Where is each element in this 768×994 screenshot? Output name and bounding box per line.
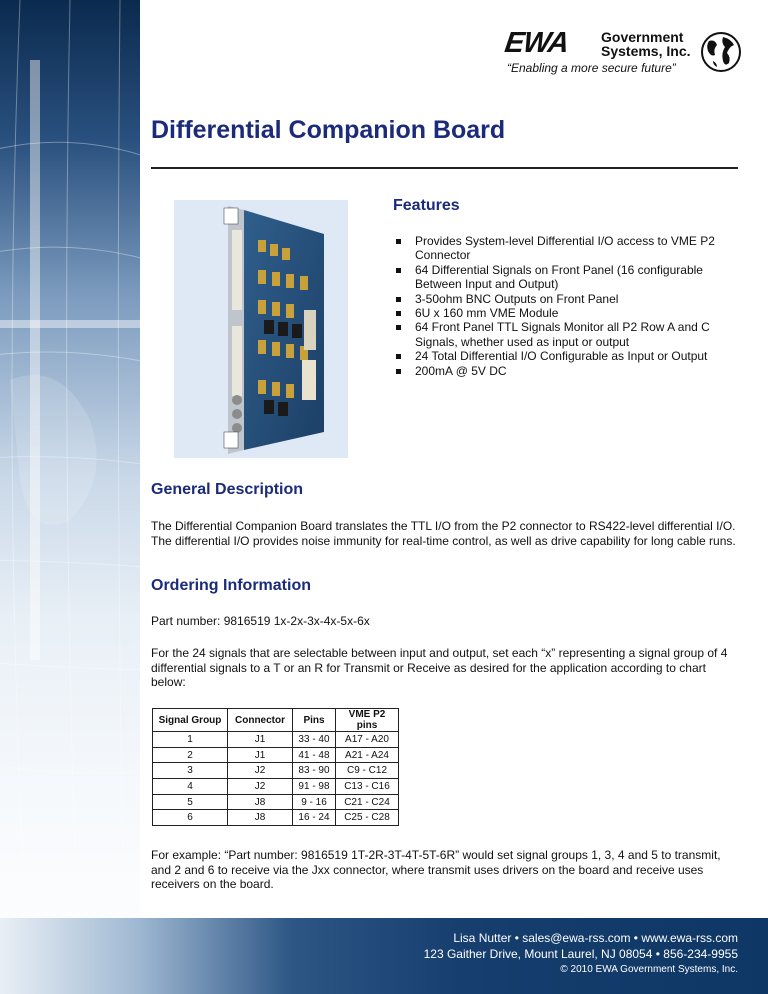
logo-line-systems: Systems, Inc. — [601, 43, 691, 59]
table-cell: 16 - 24 — [293, 810, 336, 826]
table-cell: C25 - C28 — [336, 810, 399, 826]
globe-icon — [701, 31, 741, 73]
table-row — [153, 763, 399, 779]
board-photo — [174, 200, 348, 458]
logo-line-government: Government — [601, 29, 684, 45]
table-cell: 6 — [153, 810, 228, 826]
table-header-row — [153, 709, 399, 732]
logo-brand: EWA — [502, 27, 571, 59]
features-heading: Features — [393, 197, 460, 214]
table-header-pins: Pins — [293, 709, 336, 732]
globe-background — [0, 0, 140, 994]
table-cell: J1 — [228, 747, 293, 763]
signal-group-table — [152, 708, 399, 826]
table-cell: A21 - A24 — [336, 747, 399, 763]
logo-tagline: “Enabling a more secure future” — [507, 61, 676, 75]
feature-item: 64 Differential Signals on Front Panel (16 configurable Between Input and Output) — [396, 263, 741, 292]
globe-grid-graphic — [0, 0, 140, 994]
general-description-heading: General Description — [151, 481, 304, 498]
table-cell: 3 — [153, 763, 228, 779]
ordering-example-text: For example: “Part number: 9816519 1T-2R-3T-4T-5T-6R” would set signal groups 1, 3, 4 and 5 to transmit, and 2 and 6 to receive via the Jxx connector, where transmit uses drivers on the board and receive uses receivers on the board. — [151, 848, 721, 892]
table-cell: 5 — [153, 794, 228, 810]
table-cell: A17 - A20 — [336, 732, 399, 748]
table-cell: C21 - C24 — [336, 794, 399, 810]
feature-item: 24 Total Differential I/O Configurable as Input or Output — [396, 349, 741, 363]
table-cell: J8 — [228, 794, 293, 810]
vme-board-illustration — [174, 200, 348, 458]
feature-item: Provides System-level Differential I/O access to VME P2 Connector — [396, 234, 741, 263]
feature-item: 3-50ohm BNC Outputs on Front Panel — [396, 292, 741, 306]
table-cell: 33 - 40 — [293, 732, 336, 748]
table-cell: 41 - 48 — [293, 747, 336, 763]
table-row — [153, 747, 399, 763]
table-cell: C9 - C12 — [336, 763, 399, 779]
table-header-vme-p2-pins: VME P2 pins — [336, 709, 399, 732]
part-number-text: Part number: 9816519 1x-2x-3x-4x-5x-6x — [151, 614, 370, 628]
table-header-signal-group: Signal Group — [153, 709, 228, 732]
feature-item: 64 Front Panel TTL Signals Monitor all P2 Row A and C Signals, whether used as input or output — [396, 320, 741, 349]
features-list — [396, 234, 741, 378]
page-title: Differential Companion Board — [151, 116, 506, 144]
table-cell: J2 — [228, 779, 293, 795]
table-cell: 2 — [153, 747, 228, 763]
table-row — [153, 810, 399, 826]
table-cell: J8 — [228, 810, 293, 826]
table-cell: J2 — [228, 763, 293, 779]
table-cell: J1 — [228, 732, 293, 748]
footer-contact: Lisa Nutter • sales@ewa-rss.com • www.ewa-rss.com — [453, 931, 738, 945]
ordering-instructions-text: For the 24 signals that are selectable between input and output, set each “x” representing a signal group of 4 differential signals to a T or an R for Transmit or Receive as desired for the application according to chart below: — [151, 646, 728, 690]
title-divider — [151, 167, 738, 169]
footer-address: 123 Gaither Drive, Mount Laurel, NJ 08054 • 856-234-9955 — [423, 947, 738, 961]
table-cell: 1 — [153, 732, 228, 748]
table-row — [153, 779, 399, 795]
general-description-text: The Differential Companion Board translates the TTL I/O from the P2 connector to RS422-level differential I/O. The differential I/O provides noise immunity for real-time control, as well as drive capability for long cable runs. — [151, 519, 736, 548]
ordering-information-heading: Ordering Information — [151, 577, 311, 594]
feature-item: 200mA @ 5V DC — [396, 364, 741, 378]
table-cell: C13 - C16 — [336, 779, 399, 795]
table-cell: 9 - 16 — [293, 794, 336, 810]
table-row — [153, 794, 399, 810]
company-logo — [502, 27, 745, 77]
table-header-connector: Connector — [228, 709, 293, 732]
footer-copyright: © 2010 EWA Government Systems, Inc. — [560, 964, 738, 975]
table-row — [153, 732, 399, 748]
table-cell: 4 — [153, 779, 228, 795]
table-cell: 91 - 98 — [293, 779, 336, 795]
feature-item: 6U x 160 mm VME Module — [396, 306, 741, 320]
table-cell: 83 - 90 — [293, 763, 336, 779]
